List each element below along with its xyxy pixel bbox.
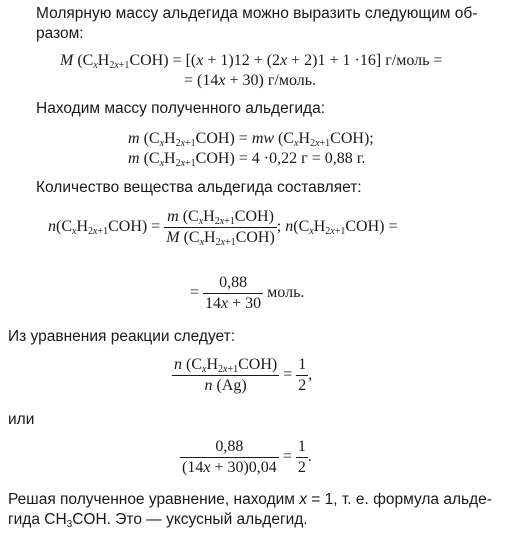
paragraph-or: или bbox=[8, 411, 35, 428]
equation-mass-line2: m $(C_xH_{2x+1}COH) = 4 \cdot 0,22$ г = 0,88 г. bbox=[128, 150, 366, 169]
equation-molar-mass-line1: M $(C_xH_{2x+1}COH) = [(x + 1)12 + (2x + 2)1 + 1 \cdot 16]$ г/моль = bbox=[60, 52, 443, 71]
equation-mass-line1: m $(C_xH_{2x+1}COH)$ = mw $(C_xH_{2x+1}COH)$; bbox=[128, 130, 374, 149]
equation-amount: $n(C_xH_{2x+1}COH)$ = $\frac{m (C_xH_{2x+1}COH)}{M (C_xH_{2x+1}COH)}$ ; $n(C_xH_{2x+1}COH)$ = bbox=[48, 208, 398, 248]
paragraph-amount: Количество вещества альдегида составляет: bbox=[36, 179, 362, 196]
paragraph-conclusion: Решая полученное уравнение, находим x = 1, т. е. формула альде- гида $CH_3COH$. Это — уксусный альдегид. bbox=[8, 491, 492, 530]
equation-solve: $\frac{0,88}{(14x + 30)0,04}$ = $\frac{1}{2}$ . bbox=[182, 438, 312, 476]
equation-amount-result: = $\frac{0,88}{14x + 30}$ моль. bbox=[190, 274, 305, 312]
paragraph-mass: Находим массу полученного альдегида: bbox=[36, 100, 325, 117]
equation-ratio: $\frac{n (C_xH_{2x+1}COH)}{n (Ag)}$ = $\frac{1}{2}$ , bbox=[174, 356, 313, 394]
equation-molar-mass-line2: = (14x + 30) г/моль. bbox=[184, 72, 317, 89]
paragraph-reaction: Из уравнения реакции следует: bbox=[8, 328, 236, 345]
paragraph-intro: Молярную массу альдегида можно выразить следующим об- разом: bbox=[36, 5, 478, 42]
